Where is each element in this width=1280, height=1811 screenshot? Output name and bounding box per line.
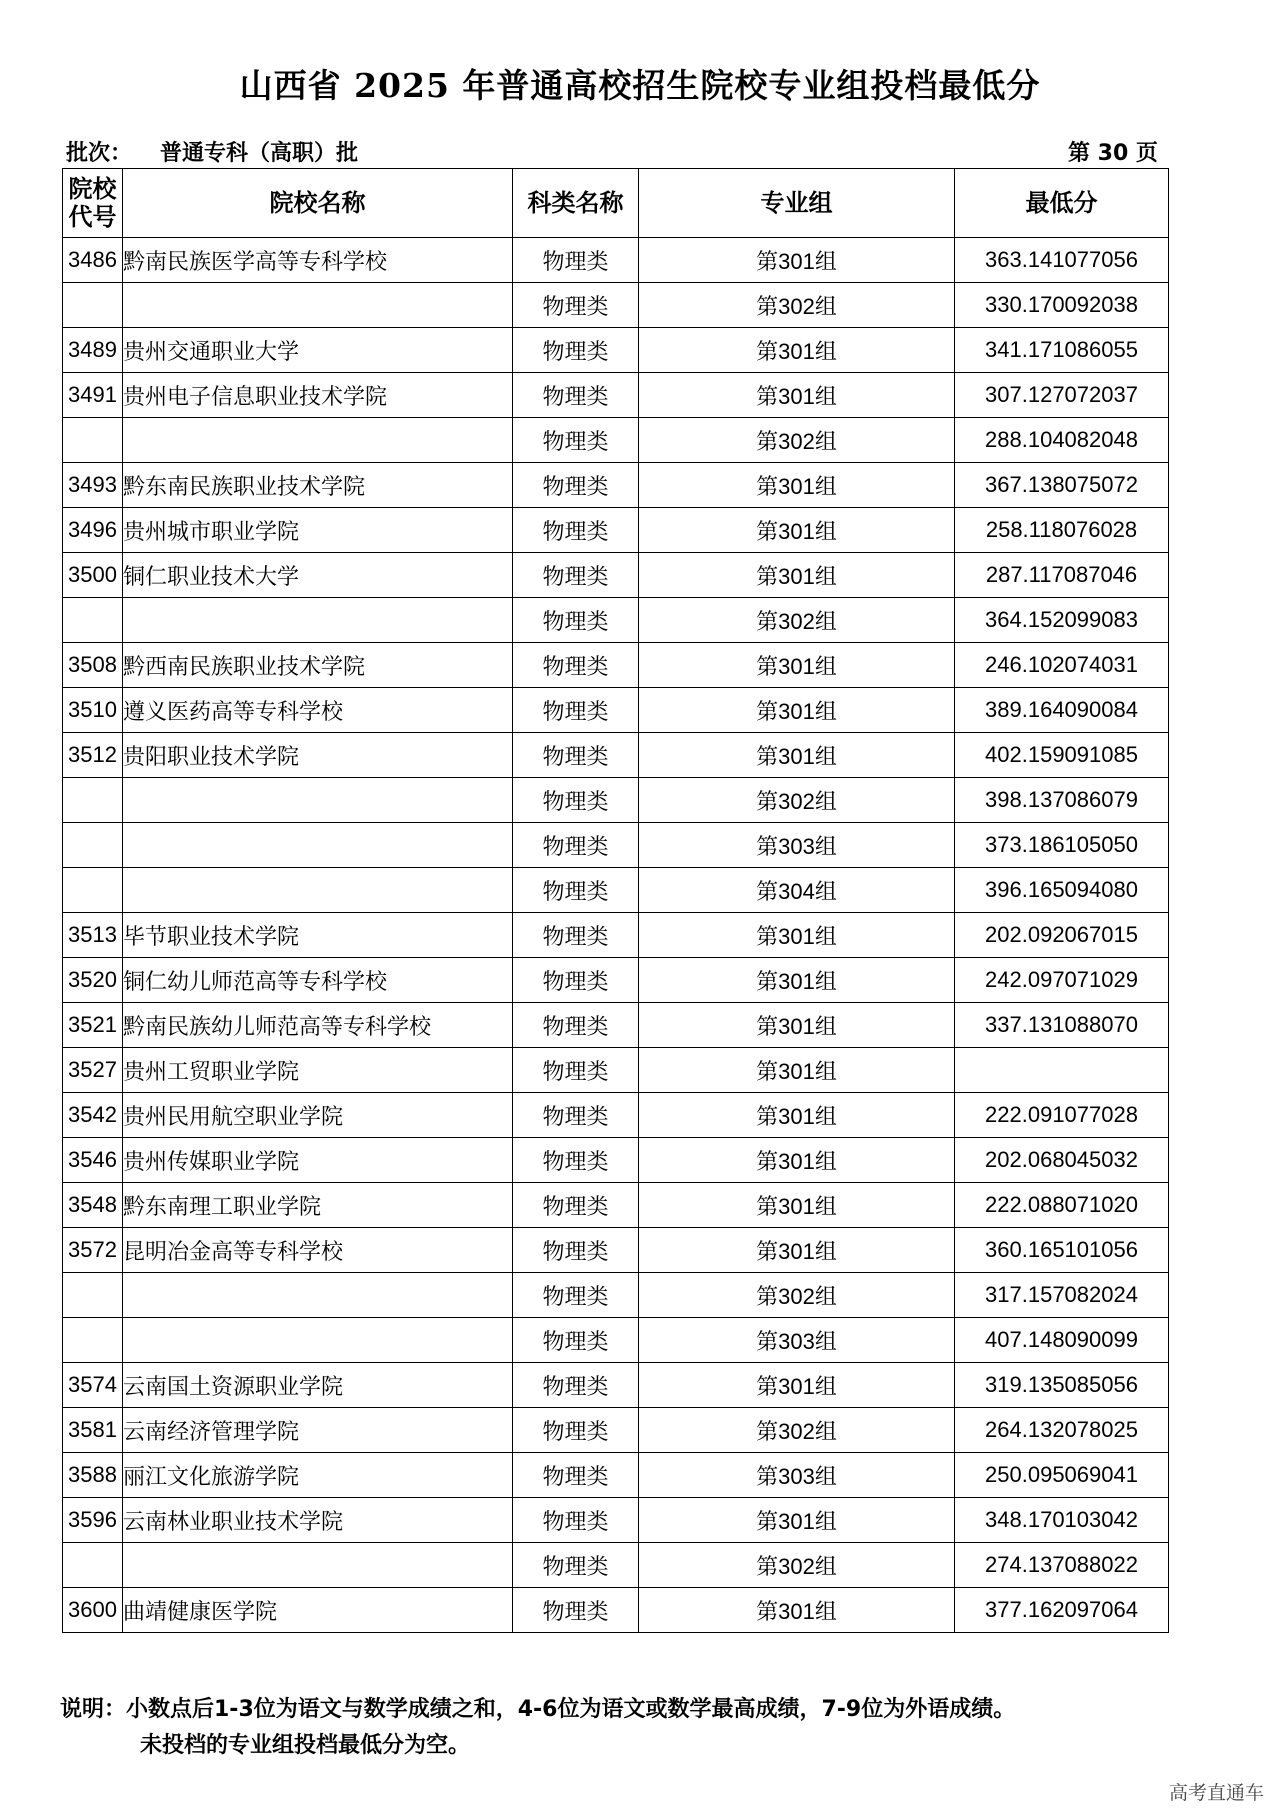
cell-code: 3581 — [63, 1408, 123, 1453]
cell-school-name — [123, 1318, 513, 1363]
cell-group: 第301组 — [639, 1498, 955, 1543]
cell-school-name: 黔东南民族职业技术学院 — [123, 463, 513, 508]
cell-group: 第302组 — [639, 1273, 955, 1318]
table-row — [63, 778, 1169, 823]
cell-category: 物理类 — [513, 1183, 639, 1228]
header-group: 专业组 — [639, 169, 955, 238]
cell-code — [63, 418, 123, 463]
cell-school-name: 丽江文化旅游学院 — [123, 1453, 513, 1498]
cell-code: 3600 — [63, 1588, 123, 1633]
cell-category: 物理类 — [513, 958, 639, 1003]
table-row — [63, 1093, 1169, 1138]
cell-category: 物理类 — [513, 823, 639, 868]
table-row — [63, 1003, 1169, 1048]
table-row — [63, 688, 1169, 733]
table-row — [63, 1363, 1169, 1408]
cell-group: 第301组 — [639, 1363, 955, 1408]
cell-category: 物理类 — [513, 778, 639, 823]
cell-min-score: 398.137086079 — [955, 778, 1169, 823]
table-row — [63, 1453, 1169, 1498]
table-body — [63, 238, 1169, 1633]
cell-category: 物理类 — [513, 868, 639, 913]
cell-school-name: 贵州传媒职业学院 — [123, 1138, 513, 1183]
cell-category: 物理类 — [513, 1138, 639, 1183]
table-row — [63, 328, 1169, 373]
cell-group: 第301组 — [639, 913, 955, 958]
watermark: 高考直通车 — [1168, 1782, 1264, 1804]
page-number: 第 30 页 — [1068, 141, 1158, 166]
cell-school-name: 铜仁幼儿师范高等专科学校 — [123, 958, 513, 1003]
table-row — [63, 373, 1169, 418]
cell-min-score: 389.164090084 — [955, 688, 1169, 733]
cell-category: 物理类 — [513, 913, 639, 958]
cell-group: 第302组 — [639, 418, 955, 463]
cell-school-name: 云南经济管理学院 — [123, 1408, 513, 1453]
table-row — [63, 598, 1169, 643]
cell-school-name: 曲靖健康医学院 — [123, 1588, 513, 1633]
cell-group: 第303组 — [639, 1453, 955, 1498]
cell-category: 物理类 — [513, 1228, 639, 1273]
cell-min-score: 258.118076028 — [955, 508, 1169, 553]
cell-category: 物理类 — [513, 463, 639, 508]
table-row — [63, 1543, 1169, 1588]
cell-school-name: 云南国土资源职业学院 — [123, 1363, 513, 1408]
cell-group: 第301组 — [639, 1183, 955, 1228]
cell-category: 物理类 — [513, 1543, 639, 1588]
cell-category: 物理类 — [513, 688, 639, 733]
cell-code: 3512 — [63, 733, 123, 778]
cell-category: 物理类 — [513, 1318, 639, 1363]
cell-min-score: 274.137088022 — [955, 1543, 1169, 1588]
cell-group: 第301组 — [639, 328, 955, 373]
cell-category: 物理类 — [513, 598, 639, 643]
page-title: 山西省 2025 年普通高校招生院校专业组投档最低分 — [239, 66, 1041, 105]
cell-min-score: 317.157082024 — [955, 1273, 1169, 1318]
score-table — [62, 168, 1169, 1633]
cell-category: 物理类 — [513, 1048, 639, 1093]
cell-min-score: 373.186105050 — [955, 823, 1169, 868]
cell-group: 第302组 — [639, 778, 955, 823]
cell-school-name: 铜仁职业技术大学 — [123, 553, 513, 598]
table-row — [63, 733, 1169, 778]
cell-code: 3596 — [63, 1498, 123, 1543]
cell-code — [63, 283, 123, 328]
table-row — [63, 1048, 1169, 1093]
cell-category: 物理类 — [513, 553, 639, 598]
table-row — [63, 1138, 1169, 1183]
table-row — [63, 1183, 1169, 1228]
cell-group: 第301组 — [639, 643, 955, 688]
cell-code — [63, 868, 123, 913]
cell-category: 物理类 — [513, 1408, 639, 1453]
cell-school-name: 贵州电子信息职业技术学院 — [123, 373, 513, 418]
table-row — [63, 238, 1169, 283]
cell-category: 物理类 — [513, 1453, 639, 1498]
table-row — [63, 868, 1169, 913]
header-code — [63, 169, 123, 238]
cell-min-score: 330.170092038 — [955, 283, 1169, 328]
cell-code — [63, 598, 123, 643]
cell-school-name — [123, 283, 513, 328]
cell-min-score: 307.127072037 — [955, 373, 1169, 418]
cell-category: 物理类 — [513, 1588, 639, 1633]
cell-group: 第301组 — [639, 1138, 955, 1183]
cell-code: 3500 — [63, 553, 123, 598]
cell-min-score: 396.165094080 — [955, 868, 1169, 913]
table-row — [63, 1318, 1169, 1363]
cell-min-score: 364.152099083 — [955, 598, 1169, 643]
cell-min-score: 222.091077028 — [955, 1093, 1169, 1138]
cell-group: 第301组 — [639, 688, 955, 733]
cell-min-score — [955, 1048, 1169, 1093]
cell-code: 3493 — [63, 463, 123, 508]
cell-group: 第302组 — [639, 1408, 955, 1453]
cell-min-score: 363.141077056 — [955, 238, 1169, 283]
cell-min-score: 222.088071020 — [955, 1183, 1169, 1228]
cell-school-name: 贵州交通职业大学 — [123, 328, 513, 373]
batch-value: 普通专科（高职）批 — [160, 141, 359, 166]
cell-category: 物理类 — [513, 508, 639, 553]
cell-code: 3486 — [63, 238, 123, 283]
cell-min-score: 250.095069041 — [955, 1453, 1169, 1498]
table-row — [63, 1273, 1169, 1318]
cell-group: 第301组 — [639, 1228, 955, 1273]
cell-group: 第301组 — [639, 373, 955, 418]
cell-group: 第301组 — [639, 463, 955, 508]
cell-group: 第302组 — [639, 1543, 955, 1588]
cell-code: 3542 — [63, 1093, 123, 1138]
cell-group: 第301组 — [639, 508, 955, 553]
cell-min-score: 341.171086055 — [955, 328, 1169, 373]
cell-code: 3508 — [63, 643, 123, 688]
cell-group: 第302组 — [639, 283, 955, 328]
cell-school-name — [123, 1543, 513, 1588]
cell-school-name: 黔南民族医学高等专科学校 — [123, 238, 513, 283]
cell-min-score: 242.097071029 — [955, 958, 1169, 1003]
header-name: 院校名称 — [123, 169, 513, 238]
cell-category: 物理类 — [513, 1273, 639, 1318]
table-row — [63, 463, 1169, 508]
cell-category: 物理类 — [513, 643, 639, 688]
cell-school-name: 黔南民族幼儿师范高等专科学校 — [123, 1003, 513, 1048]
table-row — [63, 958, 1169, 1003]
cell-code: 3588 — [63, 1453, 123, 1498]
cell-group: 第304组 — [639, 868, 955, 913]
table-row — [63, 913, 1169, 958]
cell-category: 物理类 — [513, 238, 639, 283]
cell-school-name: 遵义医药高等专科学校 — [123, 688, 513, 733]
cell-code: 3496 — [63, 508, 123, 553]
cell-min-score: 407.148090099 — [955, 1318, 1169, 1363]
table-row — [63, 553, 1169, 598]
cell-school-name — [123, 418, 513, 463]
cell-category: 物理类 — [513, 1498, 639, 1543]
cell-code: 3548 — [63, 1183, 123, 1228]
table-row — [63, 283, 1169, 328]
cell-school-name: 贵州城市职业学院 — [123, 508, 513, 553]
cell-code: 3520 — [63, 958, 123, 1003]
footnote — [60, 1692, 1240, 1764]
cell-school-name: 贵阳职业技术学院 — [123, 733, 513, 778]
cell-category: 物理类 — [513, 1363, 639, 1408]
table-row — [63, 508, 1169, 553]
table-row — [63, 418, 1169, 463]
cell-code: 3510 — [63, 688, 123, 733]
cell-min-score: 337.131088070 — [955, 1003, 1169, 1048]
cell-category: 物理类 — [513, 373, 639, 418]
cell-min-score: 402.159091085 — [955, 733, 1169, 778]
cell-school-name — [123, 778, 513, 823]
cell-code — [63, 1273, 123, 1318]
cell-group: 第301组 — [639, 733, 955, 778]
cell-group: 第302组 — [639, 598, 955, 643]
table-header-row — [63, 169, 1169, 238]
cell-category: 物理类 — [513, 1093, 639, 1138]
cell-code: 3521 — [63, 1003, 123, 1048]
cell-school-name — [123, 1273, 513, 1318]
cell-category: 物理类 — [513, 733, 639, 778]
cell-code: 3489 — [63, 328, 123, 373]
header-category: 科类名称 — [513, 169, 639, 238]
cell-group: 第301组 — [639, 238, 955, 283]
cell-school-name: 黔西南民族职业技术学院 — [123, 643, 513, 688]
table-row — [63, 823, 1169, 868]
cell-min-score: 288.104082048 — [955, 418, 1169, 463]
cell-code: 3572 — [63, 1228, 123, 1273]
table-row — [63, 1408, 1169, 1453]
cell-school-name: 贵州民用航空职业学院 — [123, 1093, 513, 1138]
cell-code — [63, 1318, 123, 1363]
cell-category: 物理类 — [513, 283, 639, 328]
cell-school-name: 贵州工贸职业学院 — [123, 1048, 513, 1093]
header-score: 最低分 — [955, 169, 1169, 238]
cell-min-score: 202.068045032 — [955, 1138, 1169, 1183]
cell-min-score: 202.092067015 — [955, 913, 1169, 958]
cell-code — [63, 1543, 123, 1588]
cell-group: 第301组 — [639, 1093, 955, 1138]
table-row — [63, 643, 1169, 688]
table-row — [63, 1498, 1169, 1543]
cell-code: 3527 — [63, 1048, 123, 1093]
cell-code: 3574 — [63, 1363, 123, 1408]
cell-school-name: 毕节职业技术学院 — [123, 913, 513, 958]
cell-min-score: 264.132078025 — [955, 1408, 1169, 1453]
cell-min-score: 377.162097064 — [955, 1588, 1169, 1633]
cell-category: 物理类 — [513, 418, 639, 463]
cell-code — [63, 823, 123, 868]
cell-group: 第303组 — [639, 1318, 955, 1363]
cell-code: 3513 — [63, 913, 123, 958]
cell-group: 第301组 — [639, 1588, 955, 1633]
cell-min-score: 246.102074031 — [955, 643, 1169, 688]
table-row — [63, 1228, 1169, 1273]
footnote-line-1: 说明：小数点后1-3位为语文与数学成绩之和，4-6位为语文或数学最高成绩，7-9位为外语成绩。 — [60, 1697, 1016, 1722]
cell-group: 第301组 — [639, 1048, 955, 1093]
cell-school-name: 云南林业职业技术学院 — [123, 1498, 513, 1543]
footnote-line-2: 未投档的专业组投档最低分为空。 — [140, 1733, 471, 1758]
cell-min-score: 348.170103042 — [955, 1498, 1169, 1543]
batch-label: 批次： — [66, 141, 133, 166]
cell-school-name — [123, 823, 513, 868]
cell-school-name: 黔东南理工职业学院 — [123, 1183, 513, 1228]
cell-group: 第303组 — [639, 823, 955, 868]
cell-school-name: 昆明冶金高等专科学校 — [123, 1228, 513, 1273]
cell-min-score: 287.117087046 — [955, 553, 1169, 598]
cell-group: 第301组 — [639, 958, 955, 1003]
cell-min-score: 360.165101056 — [955, 1228, 1169, 1273]
table-row — [63, 1588, 1169, 1633]
batch-info — [66, 136, 358, 167]
cell-school-name — [123, 598, 513, 643]
header-code-label: 院校 代号 — [68, 175, 117, 231]
cell-group: 第301组 — [639, 1003, 955, 1048]
cell-code: 3546 — [63, 1138, 123, 1183]
cell-category: 物理类 — [513, 328, 639, 373]
cell-min-score: 367.138075072 — [955, 463, 1169, 508]
cell-code — [63, 778, 123, 823]
cell-code: 3491 — [63, 373, 123, 418]
cell-school-name — [123, 868, 513, 913]
cell-group: 第301组 — [639, 553, 955, 598]
cell-min-score: 319.135085056 — [955, 1363, 1169, 1408]
cell-category: 物理类 — [513, 1003, 639, 1048]
